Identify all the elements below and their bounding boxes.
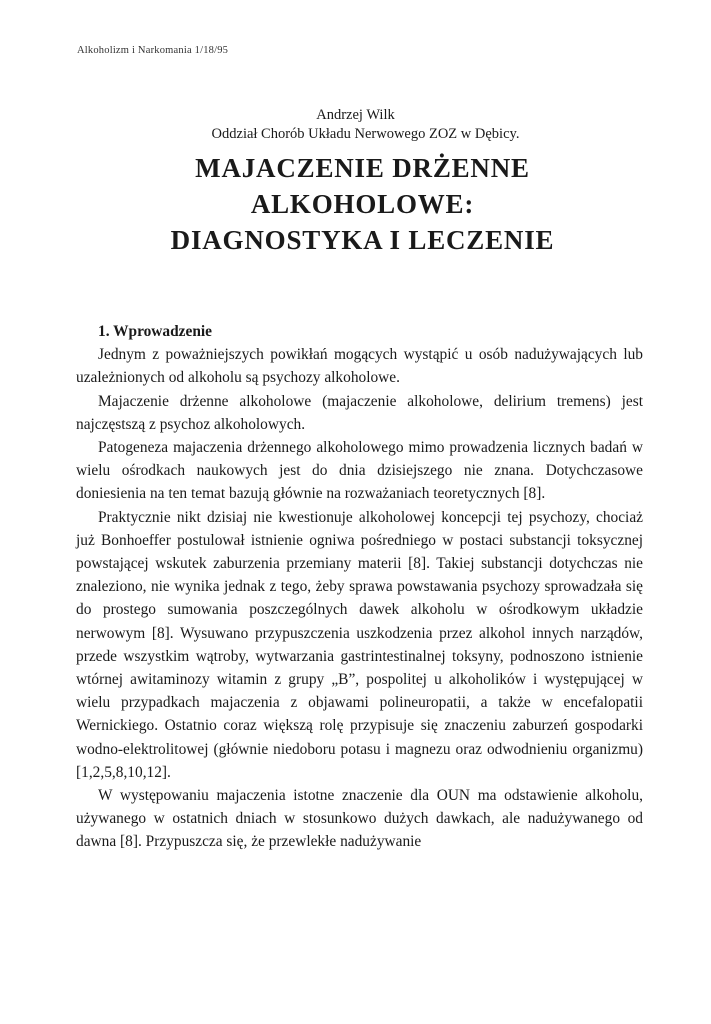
- paragraph: Majaczenie drżenne alkoholowe (majaczenie alkoholowe, delirium tremens) jest najczęstszą z psychoz alkoholowych.: [76, 392, 643, 433]
- article-body: [76, 320, 643, 854]
- article-title: [0, 150, 711, 258]
- paragraph: Patogeneza majaczenia drżennego alkoholowego mimo prowadzenia licznych badań w wielu ośrodkach naukowych jest do dnia dzisiejszego nie znana. Dotychczasowe doniesienia na ten temat bazują głównie na rozważaniach teoretycznych [8].: [76, 439, 643, 503]
- author-name: Andrzej Wilk: [316, 107, 395, 123]
- paragraph: Jednym z poważniejszych powikłań mogących wystąpić u osób nadużywających lub uzależnionych od alkoholu są psychozy alkoholowe.: [76, 346, 643, 387]
- title-line: DIAGNOSTYKA I LECZENIE: [170, 225, 555, 255]
- author-block: [0, 106, 711, 144]
- author-affiliation: Oddział Chorób Układu Nerwowego ZOZ w Dębicy.: [211, 126, 520, 142]
- paragraph: W występowaniu majaczenia istotne znaczenie dla OUN ma odstawienie alkoholu, używanego w ostatnich dniach w stosunkowo dużych dawkach, ale nadużywanego od dawna [8]. Przypuszcza się, że przewlekłe nadużywanie: [76, 787, 643, 851]
- title-line: MAJACZENIE DRŻENNE: [195, 153, 530, 183]
- section-heading: 1. Wprowadzenie: [98, 323, 213, 340]
- paragraph: Praktycznie nikt dzisiaj nie kwestionuje alkoholowej koncepcji tej psychozy, chociaż już Bonhoeffer postulował istnienie ogniwa pośredniego w postaci substancji toksycznej powstającej wskutek zaburzenia przemiany materii [8]. Takiej substancji dotychczas nie znaleziono, nie wynika jednak z tego, żeby sprawa powstawania psychozy sprowadzała się do prostego sumowania poszczególnych dawek alkoholu w ośrodkowym układzie nerwowym [8]. Wysuwano przypuszczenia uszkodzenia przez alkohol innych narządów, przede wszystkim wątroby, wytwarzania gastrintestinalnej toksyny, podnoszono istnienie wtórnej awitaminozy witamin z grupy „B”, pospolitej u alkoholików i występującej w wielu przypadkach majaczenia z objawami polineuropatii, a także w encefalopatii Wernickiego. Ostatnio coraz większą rolę przypisuje się znaczeniu zaburzeń gospodarki wodno-elektrolitowej (głównie niedoboru potasu i magnezu oraz odwodnieniu organizmu) [1,2,5,8,10,12].: [76, 508, 643, 781]
- journal-header: Alkoholizm i Narkomania 1/18/95: [77, 45, 229, 56]
- title-line: ALKOHOLOWE:: [250, 189, 475, 219]
